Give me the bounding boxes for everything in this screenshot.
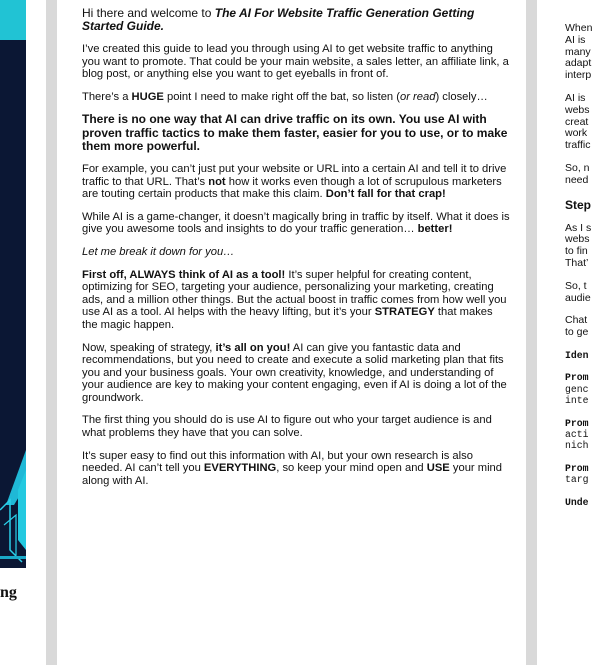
text-run-italic: Let me break it down for you… xyxy=(82,245,235,258)
intro-paragraph: I’ve created this guide to lead you through using AI to get website traffic to anything you want to promote. That could be your main website, a sales letter, an affiliate link, a blog post, or anything else you want to get eyeballs in front of. xyxy=(82,43,509,81)
text-line: acti xyxy=(565,428,589,440)
text-line: need xyxy=(565,173,589,186)
text-line: Chat xyxy=(565,314,588,327)
breakdown-line xyxy=(82,246,510,259)
text-line-bold: Prom xyxy=(565,417,589,429)
guide-title: The AI For Website Traffic Generation Getting Started Guide. xyxy=(82,6,475,33)
tool-paragraph xyxy=(82,269,510,332)
welcome-text: Hi there and welcome to xyxy=(82,6,215,20)
text-line: many xyxy=(565,45,591,58)
text-run-italic: or read xyxy=(400,90,436,103)
text-run-bold: STRATEGY xyxy=(374,306,435,319)
key-statement: There is no one way that AI can drive traffic on its own. You use AI with proven traffic tactics to make them faster, easier for you to use, or to make them more powerful. xyxy=(82,112,508,153)
text-line: AI is xyxy=(565,33,586,46)
text-line: AI is xyxy=(565,91,586,104)
text-run: , so keep your mind open and xyxy=(276,462,427,475)
text-line-bold: Prom xyxy=(565,462,589,474)
text-line: When xyxy=(565,22,592,34)
text-run: While AI is a game-changer, it doesn’t magically bring in traffic by itself. What it does is give you awesome tools and insights to do your traffic generation… xyxy=(82,210,510,236)
text-line: nich xyxy=(565,440,589,452)
text-run-bold: better! xyxy=(417,223,453,236)
text-run: point I need to make right off the bat, so listen ( xyxy=(163,90,400,103)
text-run: Now, speaking of strategy, xyxy=(82,341,216,354)
right-block-1 xyxy=(565,23,592,82)
text-line: audie xyxy=(565,291,591,304)
text-line-bold: Iden xyxy=(565,349,589,361)
next-page xyxy=(537,0,592,665)
cover-page xyxy=(0,0,46,665)
text-run: There’s a xyxy=(82,90,132,103)
prompt-label xyxy=(565,497,592,508)
research-paragraph xyxy=(82,450,510,488)
prompt-block-1 xyxy=(565,372,592,406)
prompt-label xyxy=(565,350,592,361)
text-run-bold: not xyxy=(208,175,226,188)
text-line: targ xyxy=(565,474,589,486)
text-line: interp xyxy=(565,69,592,82)
text-line: adapt xyxy=(565,57,592,70)
prompt-block-3 xyxy=(565,463,592,486)
text-line: So, t xyxy=(565,279,587,292)
text-run: that makes the magic happen. xyxy=(82,306,493,331)
example-paragraph xyxy=(82,163,510,201)
text-run-bold: EVERYTHING xyxy=(203,462,277,475)
text-run-bold: HUGE xyxy=(131,90,164,103)
text-line: to fin xyxy=(565,245,588,258)
cover-circuit-graphic xyxy=(0,430,26,568)
right-block-5 xyxy=(565,281,592,305)
text-line: genc xyxy=(565,383,589,395)
right-block-2 xyxy=(565,93,592,152)
cover-image xyxy=(0,0,26,568)
game-changer-paragraph xyxy=(82,211,510,236)
right-block-4 xyxy=(565,223,592,270)
text-line: webs xyxy=(565,233,590,246)
first-thing-paragraph: The first thing you should do is use AI to figure out who your target audience is and what problems they have that you can solve. xyxy=(82,414,492,440)
text-run: your mind along with AI. xyxy=(82,462,502,487)
text-line: As I s xyxy=(565,221,592,234)
welcome-paragraph xyxy=(82,7,510,33)
text-line: work xyxy=(565,127,588,140)
text-line: to ge xyxy=(565,326,589,339)
strategy-paragraph xyxy=(82,342,510,405)
right-block-3 xyxy=(565,163,592,187)
next-page-body xyxy=(565,23,592,519)
text-run-bold: Don’t fall for that crap! xyxy=(325,188,446,201)
prompt-block-2 xyxy=(565,418,592,452)
text-run: It’s super easy to find out this information with AI, but your own research is also needed. AI can’t tell you xyxy=(82,449,473,475)
text-run: It’s super helpful for creating content, optimizing for SEO, targeting your audience, personalizing your marketing, creating ads, and a million other things. But the actual boost in traffic comes from how well you use AI as a tool. AI helps with the heavy lifting, but it’s your xyxy=(82,268,507,319)
huge-point-paragraph xyxy=(82,91,510,104)
text-line: So, n xyxy=(565,161,590,174)
page-body xyxy=(82,7,510,497)
step-heading: Step xyxy=(565,197,592,212)
text-line-bold: Prom xyxy=(565,372,589,384)
right-block-6 xyxy=(565,315,592,339)
document-page xyxy=(57,0,526,665)
text-line: traffic xyxy=(565,139,591,152)
text-run: AI can give you fantastic data and recommendations, but you need to create and execute a solid marketing plan that fits you and your business goals. Your own creativity, knowledge, and understanding of your audience are key to making your content engaging, even if AI is doing a lot of the groundwork. xyxy=(82,341,507,404)
text-run-bold: it’s all on you! xyxy=(215,341,291,354)
text-line-bold: Unde xyxy=(565,496,589,508)
text-run: how it works even though a lot of scrupulous marketers are touting certain products that make this claim. xyxy=(82,175,502,201)
text-line: That’ xyxy=(565,256,589,269)
text-line: webs xyxy=(565,103,590,116)
text-run: For example, you can’t just put your website or URL into a certain AI and tell it to drive traffic to that URL. That’s xyxy=(82,162,507,188)
text-line: inte xyxy=(565,395,589,407)
text-run: ) closely… xyxy=(435,90,488,103)
text-run-bold: USE xyxy=(426,462,450,475)
text-run-bold: First off, ALWAYS think of AI as a tool! xyxy=(82,268,286,281)
cover-accent-band xyxy=(0,0,26,40)
text-line: creat xyxy=(565,115,589,128)
cover-title-fragment: ng xyxy=(0,584,17,601)
